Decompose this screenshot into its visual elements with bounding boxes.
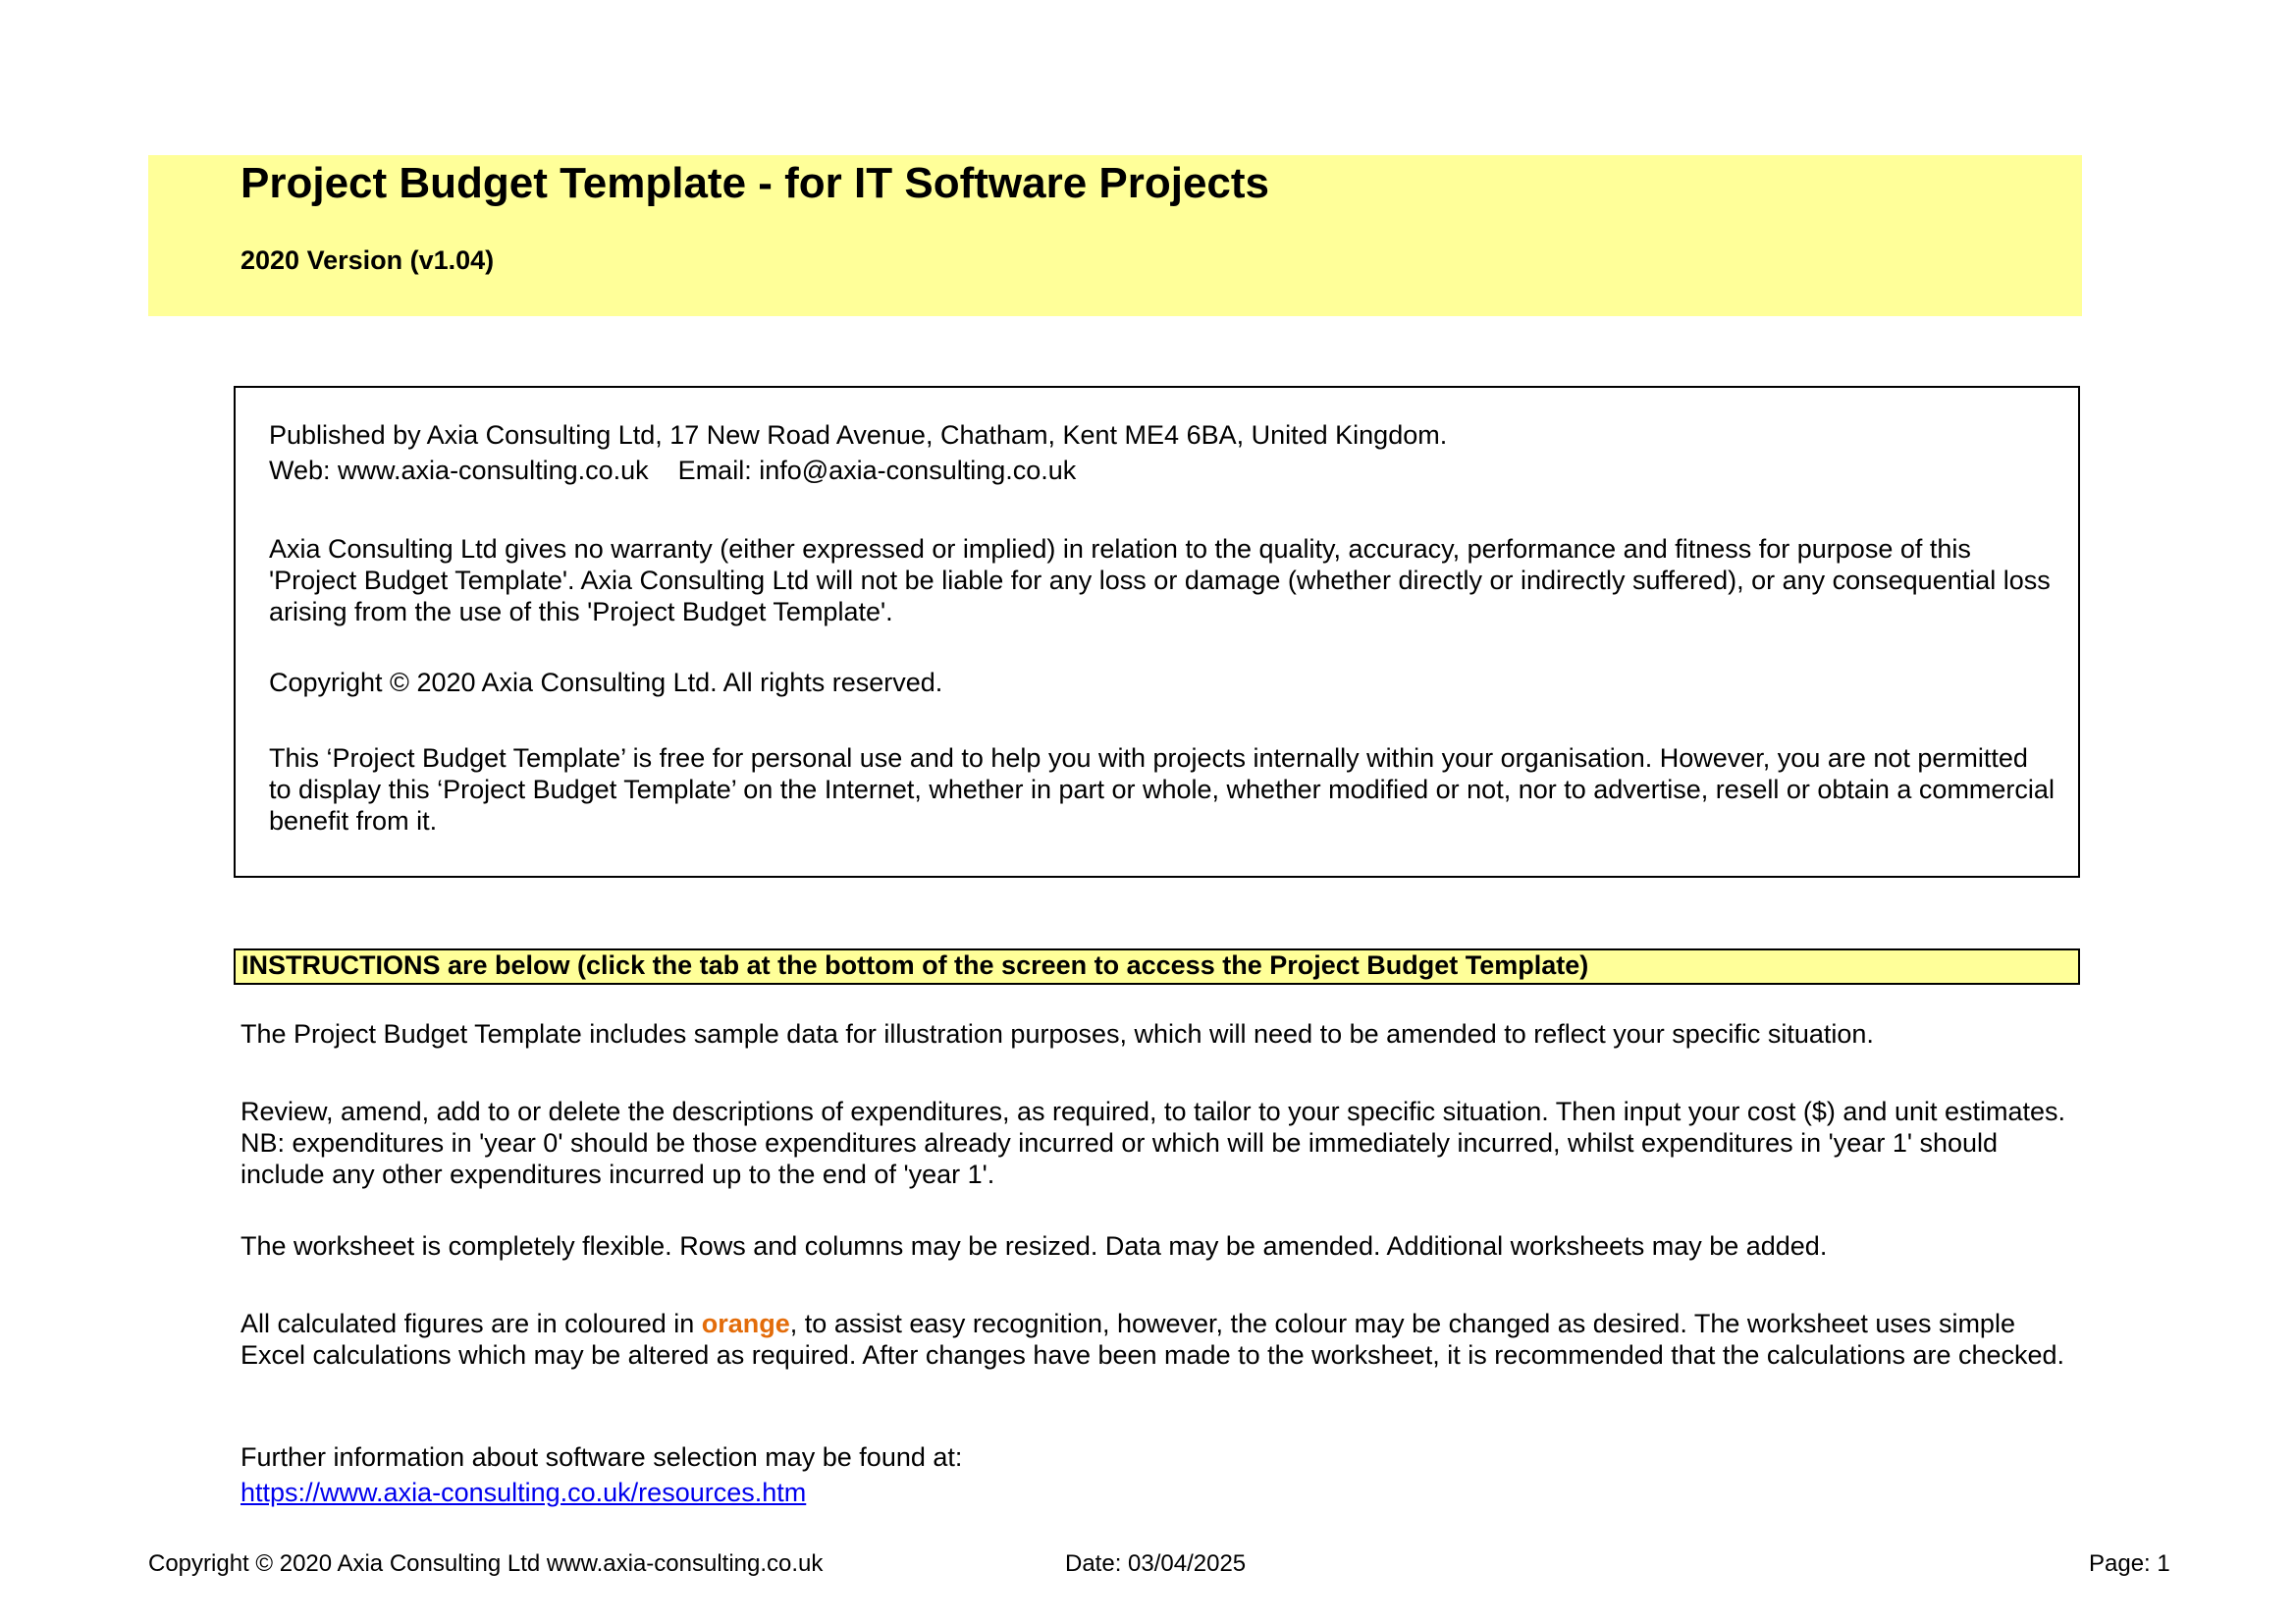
instruction-sample-data: The Project Budget Template includes sample data for illustration purposes, which will need to be amended to reflect your specific situation. [240,1019,1874,1049]
resources-link-row [240,1477,2076,1508]
instruction-flexible: The worksheet is completely flexible. Rows and columns may be resized. Data may be amended. Additional worksheets may be added. [240,1231,1828,1261]
instructions-heading: INSTRUCTIONS are below (click the tab at the bottom of the screen to access the Project Budget Template) [234,948,2080,985]
usage-terms: This ‘Project Budget Template’ is free for personal use and to help you with projects internally within your organisation. However, you are not permitted to display this ‘Project Budget Template’ on the Internet, whether in part or whole, whether modified or not, nor to advertise, resell or obtain a commercial benefit from it. [269,743,2055,836]
copyright-notice: Copyright © 2020 Axia Consulting Ltd. All rights reserved. [269,668,943,697]
footer-page-number: Page: 1 [2089,1550,2170,1577]
publisher-contact: Web: www.axia-consulting.co.uk Email: info@axia-consulting.co.uk [269,456,1077,485]
publisher-info-box [234,386,2080,878]
version-label: 2020 Version (v1.04) [240,245,495,275]
footer-date: Date: 03/04/2025 [1065,1550,1247,1577]
instruction-further-info: Further information about software selection may be found at: [240,1442,963,1472]
orange-highlight-word: orange [701,1309,790,1338]
page-title: Project Budget Template - for IT Software Projects [240,159,1270,207]
instruction-calculated-figures [240,1308,2076,1371]
resources-link[interactable]: https://www.axia-consulting.co.uk/resources.htm [240,1478,807,1507]
instruction-review-amend: Review, amend, add to or delete the descriptions of expenditures, as required, to tailor to your specific situation. Then input your cost ($) and unit estimates. NB: expenditures in 'year 0' should be those expenditures already incurred or which will be immediately incurred, whilst expenditures in 'year 1' should include any other expenditures incurred up to the end of 'year 1'. [240,1097,2066,1189]
title-banner [148,155,2082,316]
warranty-disclaimer: Axia Consulting Ltd gives no warranty (either expressed or implied) in relation to the quality, accuracy, performance and fitness for purpose of this 'Project Budget Template'. Axia Consulting Ltd will not be liable for any loss or damage (whether directly or indirectly suffered), or any consequential loss arising from the use of this 'Project Budget Template'. [269,534,2051,626]
calc-text-before: All calculated figures are in coloured in [240,1309,702,1338]
calc-text-after: , to assist easy recognition, however, the colour may be changed as desired. The worksheet uses simple Excel calculations which may be altered as required. After changes have been made to the worksheet, it is recommended that the calculations are checked. [240,1309,2065,1370]
publisher-address: Published by Axia Consulting Ltd, 17 New Road Avenue, Chatham, Kent ME4 6BA, United Kingdom. [269,420,1448,450]
footer-copyright: Copyright © 2020 Axia Consulting Ltd www.axia-consulting.co.uk [148,1550,824,1577]
